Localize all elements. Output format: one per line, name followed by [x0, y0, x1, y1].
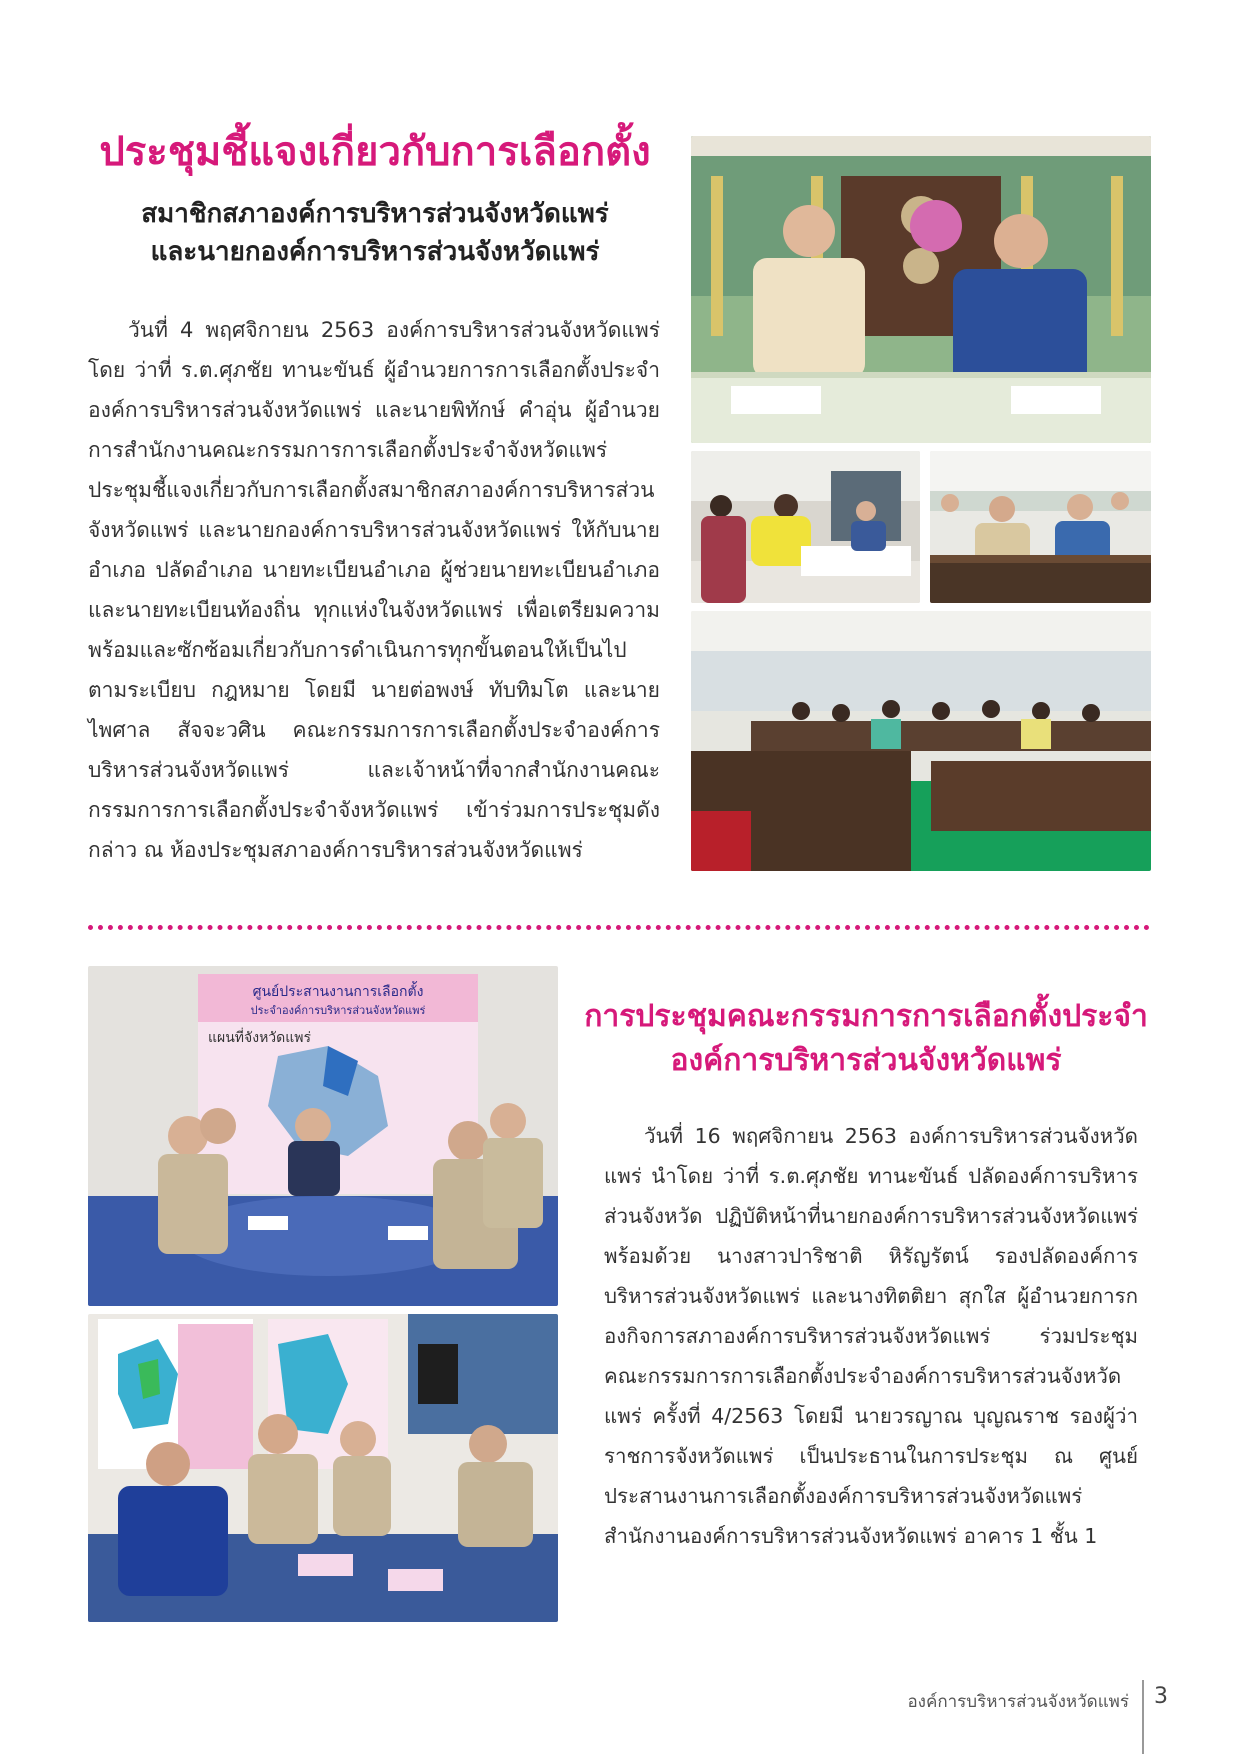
photo-seated-participants [930, 451, 1151, 603]
section-divider [88, 925, 1150, 930]
footer-org-name: องค์การบริหารส่วนจังหวัดแพร่ [907, 1692, 1129, 1712]
page-number: 3 [1154, 1684, 1168, 1709]
article1-subtitle-line2: และนายกองค์การบริหารส่วนจังหวัดแพร่ [150, 236, 600, 267]
article2-title-line2: องค์การบริหารส่วนจังหวัดแพร่ [670, 1042, 1062, 1078]
photo-committee-map [88, 966, 558, 1306]
article1-body-text: วันที่ 4 พฤศจิกายน 2563 องค์การบริหารส่วนจังหวัดแพร่ โดย ว่าที่ ร.ต.ศุภชัย ทานะขันธ์ ผู้อำนวยการการเลือกตั้งประจำองค์การบริหารส่วนจังหวัดแพร่ และนายพิทักษ์ คำอุ่น ผู้อำนวยการสำนักงานคณะกรรมการการเลือกตั้งประจำจังหวัดแพร่ ประชุมชี้แจงเกี่ยวกับการเลือกตั้งสมาชิกสภาองค์การบริหารส่วนจังหวัดแพร่ และนายกองค์การบริหารส่วนจังหวัดแพร่ ให้กับนายอำเภอ ปลัดอำเภอ นายทะเบียนอำเภอ ผู้ช่วยนายทะเบียนอำเภอ และนายทะเบียนท้องถิ่น ทุกแห่งในจังหวัดแพร่ เพื่อเตรียมความพร้อมและซักซ้อมเกี่ยวกับการดำเนินการทุกขั้นตอนให้เป็นไปตามระเบียบ กฎหมาย โดยมี นายต่อพงษ์ ทับทิมโต และนายไพศาล สัจจะวศิน คณะกรรมการการเลือกตั้งประจำองค์การบริหารส่วนจังหวัดแพร่ และเจ้าหน้าที่จากสำนักงานคณะกรรมการการเลือกตั้งประจำจังหวัดแพร่ เข้าร่วมการประชุมดังกล่าว ณ ห้องประชุมสภาองค์การบริหารส่วนจังหวัดแพร่ [88, 318, 660, 862]
article1-title: ประชุมชี้แจงเกี่ยวกับการเลือกตั้ง [99, 129, 651, 175]
article2-body-text: วันที่ 16 พฤศจิกายน 2563 องค์การบริหารส่วนจังหวัดแพร่ นำโดย ว่าที่ ร.ต.ศุภชัย ทานะขันธ์ ปลัดองค์การบริหารส่วนจังหวัด ปฏิบัติหน้าที่นายกองค์การบริหารส่วนจังหวัดแพร่ พร้อมด้วย นางสาวปาริชาติ หิรัญรัตน์ รองปลัดองค์การบริหารส่วนจังหวัดแพร่ และนางทิตติยา สุกใส ผู้อำนวยการกองกิจการสภาองค์การบริหารส่วนจังหวัดแพร่ ร่วมประชุมคณะกรรมการการเลือกตั้งประจำองค์การบริหารส่วนจังหวัดแพร่ ครั้งที่ 4/2563 โดยมี นายวรญาณ บุญณราช รองผู้ว่าราชการจังหวัดแพร่ เป็นประธานในการประชุม ณ ศูนย์ประสานงานการเลือกตั้งองค์การบริหารส่วนจังหวัดแพร่ สำนักงานองค์การบริหารส่วนจังหวัดแพร่ อาคาร 1 ชั้น 1 [604, 1124, 1138, 1548]
footer-divider [1142, 1680, 1144, 1754]
article2-title-line1: การประชุมคณะกรรมการการเลือกตั้งประจำ [584, 999, 1148, 1034]
article1-subtitle-line1: สมาชิกสภาองค์การบริหารส่วนจังหวัดแพร่ [141, 199, 609, 229]
article2-body [604, 1116, 1138, 1556]
map-title: แผนที่จังหวัดแพร่ [208, 1030, 312, 1046]
article2-title [578, 995, 1154, 1082]
photo-committee-members [88, 1314, 558, 1622]
photo-officials-head-table [691, 136, 1151, 443]
article1-body [88, 310, 660, 870]
banner-line1: ศูนย์ประสานงานการเลือกตั้ง [252, 984, 424, 1000]
banner-line2: ประจำองค์การบริหารส่วนจังหวัดแพร่ [250, 1004, 426, 1017]
article1-subtitle [90, 196, 660, 271]
photo-meeting-hall [691, 611, 1151, 871]
photo-registration [691, 451, 920, 603]
